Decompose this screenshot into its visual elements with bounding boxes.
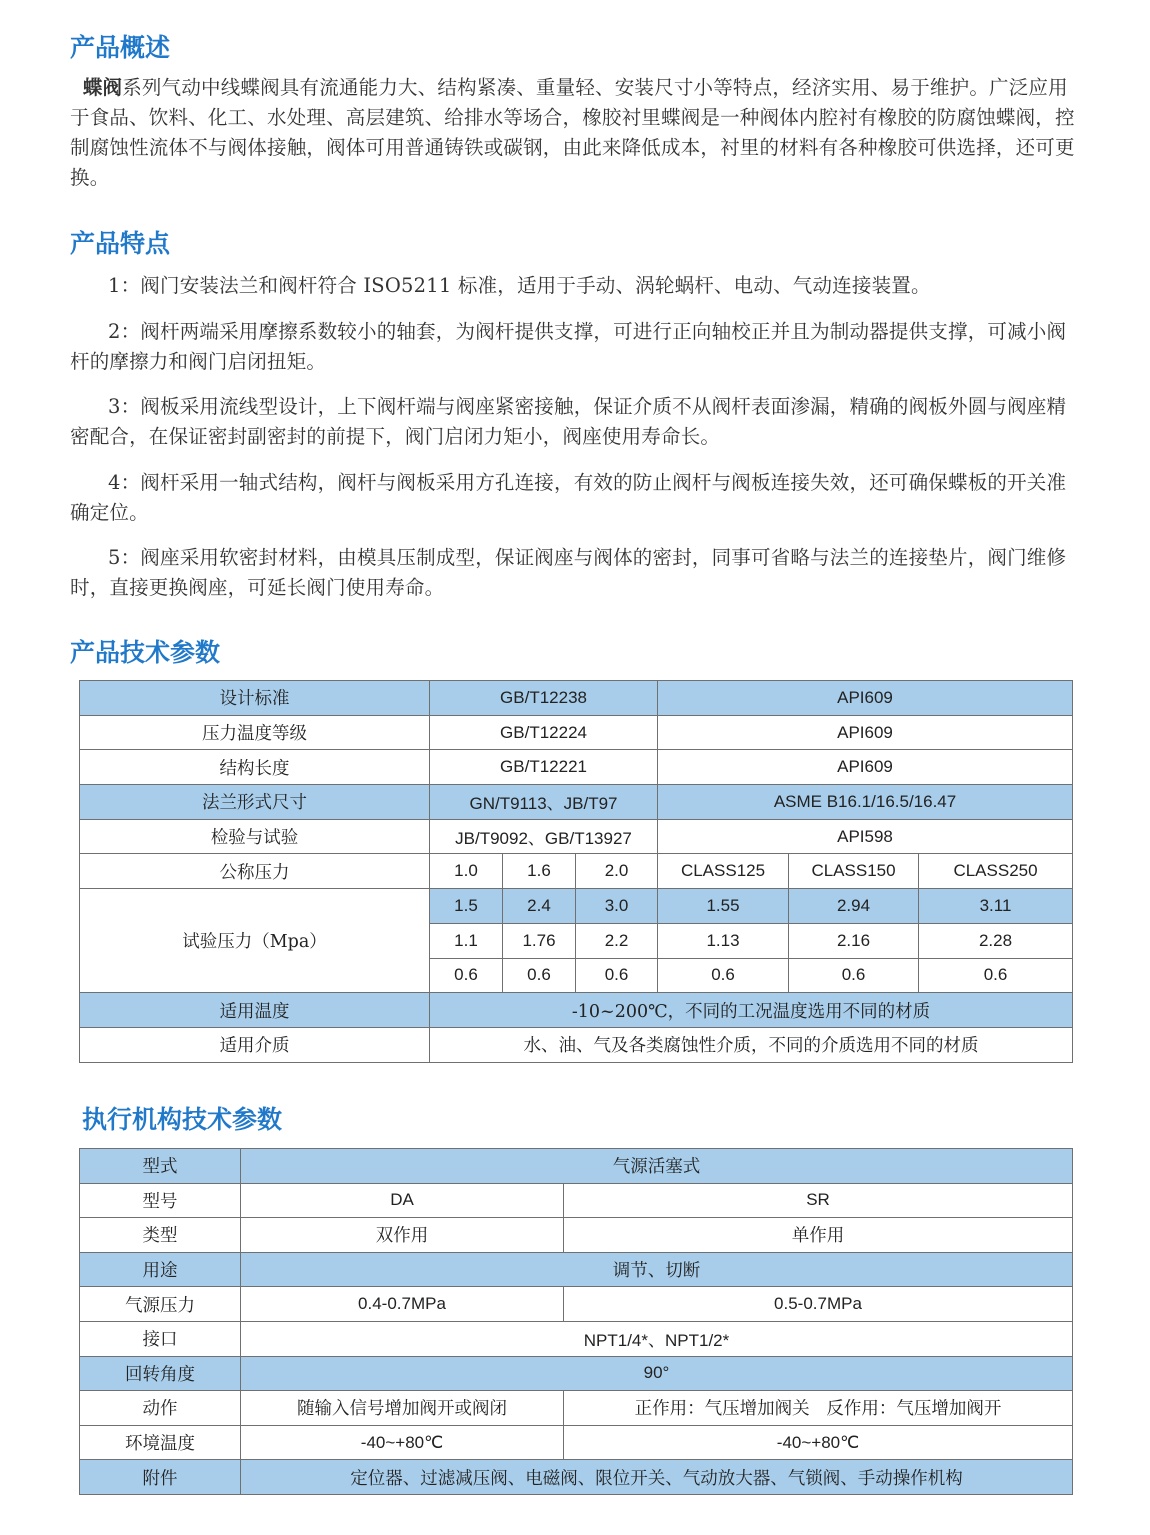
table-cell: 随输入信号增加阀开或阀闭: [241, 1391, 564, 1426]
spec-title: 产品技术参数: [70, 638, 221, 667]
table-cell: 0.6: [430, 958, 503, 993]
table-cell: -40~+80℃: [241, 1425, 564, 1460]
table-cell: GN/T9113、JB/T97: [430, 785, 658, 820]
overview-lead: 蝶阀: [82, 76, 123, 99]
row-label: 适用介质: [80, 1027, 430, 1062]
feature-item-3: 3：阀板采用流线型设计，上下阀杆端与阀座紧密接触，保证介质不从阀杆表面渗漏，精确的阀板外圆与阀座精密配合，在保证密封副密封的前提下，阀门启闭力矩小，阀座使用寿命长。: [70, 395, 1067, 448]
row-label: 检验与试验: [80, 819, 430, 854]
table-row: [80, 1356, 1073, 1391]
table-row: [80, 1149, 1073, 1184]
feature-item-1: 1：阀门安装法兰和阀杆符合 ISO5211 标准，适用于手动、涡轮蜗杆、电动、气动连接装置。: [108, 274, 931, 297]
actuator-title: 执行机构技术参数: [82, 1105, 283, 1134]
row-label: 回转角度: [80, 1356, 241, 1391]
table-row: [80, 1252, 1073, 1287]
table-cell: CLASS150: [789, 854, 919, 889]
row-label: 设计标准: [80, 681, 430, 716]
table-cell: 2.4: [503, 889, 576, 924]
table-row: [80, 715, 1073, 750]
table-row: [80, 1183, 1073, 1218]
table-cell: CLASS250: [919, 854, 1073, 889]
table-row: [80, 1027, 1073, 1062]
table-row: [80, 819, 1073, 854]
spec-table: [79, 680, 1073, 1063]
row-label: 附件: [80, 1460, 241, 1495]
table-cell: 90°: [241, 1356, 1073, 1391]
table-cell: 0.6: [658, 958, 789, 993]
table-cell: 0.6: [919, 958, 1073, 993]
table-cell: 1.1: [430, 923, 503, 958]
table-cell: 1.5: [430, 889, 503, 924]
row-label: 适用温度: [80, 993, 430, 1028]
row-label: 型式: [80, 1149, 241, 1184]
row-label: 结构长度: [80, 750, 430, 785]
table-cell: -40~+80℃: [564, 1425, 1073, 1460]
table-cell: 1.13: [658, 923, 789, 958]
feature-item-5: 5：阀座采用软密封材料，由模具压制成型，保证阀座与阀体的密封，同事可省略与法兰的连接垫片，阀门维修时，直接更换阀座，可延长阀门使用寿命。: [70, 546, 1067, 599]
table-row: [80, 1460, 1073, 1495]
overview-title: 产品概述: [70, 33, 171, 62]
table-cell: API598: [658, 819, 1073, 854]
table-row: [80, 1391, 1073, 1426]
feature-item-4: 4：阀杆采用一轴式结构，阀杆与阀板采用方孔连接，有效的防止阀杆与阀板连接失效，还可确保蝶板的开关准确定位。: [70, 471, 1067, 524]
features-title: 产品特点: [70, 229, 171, 258]
row-label: 型号: [80, 1183, 241, 1218]
overview-paragraph: [70, 73, 1082, 193]
actuator-table: [79, 1148, 1073, 1495]
table-row: [80, 889, 1073, 924]
table-cell: 1.55: [658, 889, 789, 924]
table-row: [80, 750, 1073, 785]
table-cell: 2.94: [789, 889, 919, 924]
table-row: [80, 1425, 1073, 1460]
row-label: 类型: [80, 1218, 241, 1253]
table-cell: 1.76: [503, 923, 576, 958]
table-cell: DA: [241, 1183, 564, 1218]
table-row: [80, 1287, 1073, 1322]
table-row: [80, 1321, 1073, 1356]
table-row: [80, 785, 1073, 820]
overview-text: 系列气动中线蝶阀具有流通能力大、结构紧凑、重量轻、安装尺寸小等特点，经济实用、易于维护。广泛应用于食品、饮料、化工、水处理、高层建筑、给排水等场合，橡胶衬里蝶阀是一种阀体内腔衬有橡胶的防腐蚀蝶阀，控制腐蚀性流体不与阀体接触，阀体可用普通铸铁或碳钢，由此来降低成本，衬里的材料有各种橡胶可供选择，还可更换。: [70, 76, 1075, 189]
row-label: 法兰形式尺寸: [80, 785, 430, 820]
table-cell: 单作用: [564, 1218, 1073, 1253]
table-cell: 2.0: [576, 854, 658, 889]
row-label: 环境温度: [80, 1425, 241, 1460]
table-cell: 正作用：气压增加阀关 反作用：气压增加阀开: [564, 1391, 1073, 1426]
table-cell: GB/T12224: [430, 715, 658, 750]
table-cell: 0.6: [789, 958, 919, 993]
row-label: 接口: [80, 1321, 241, 1356]
table-cell: 2.16: [789, 923, 919, 958]
row-label: 气源压力: [80, 1287, 241, 1322]
table-cell: 0.6: [503, 958, 576, 993]
table-cell: API609: [658, 750, 1073, 785]
table-cell: 定位器、过滤减压阀、电磁阀、限位开关、气动放大器、气锁阀、手动操作机构: [241, 1460, 1073, 1495]
table-row: [80, 1218, 1073, 1253]
feature-item-2: 2：阀杆两端采用摩擦系数较小的轴套，为阀杆提供支撑，可进行正向轴校正并且为制动器提供支撑，可减小阀杆的摩擦力和阀门启闭扭矩。: [70, 320, 1067, 373]
row-label: 公称压力: [80, 854, 430, 889]
table-cell: 2.28: [919, 923, 1073, 958]
table-row: [80, 681, 1073, 716]
row-label: 用途: [80, 1252, 241, 1287]
table-cell: ASME B16.1/16.5/16.47: [658, 785, 1073, 820]
table-cell: 1.0: [430, 854, 503, 889]
row-label: 动作: [80, 1391, 241, 1426]
table-cell: 3.11: [919, 889, 1073, 924]
table-cell: 1.6: [503, 854, 576, 889]
table-cell: 0.4-0.7MPa: [241, 1287, 564, 1322]
table-cell: 气源活塞式: [241, 1149, 1073, 1184]
table-cell: 0.6: [576, 958, 658, 993]
table-cell: JB/T9092、GB/T13927: [430, 819, 658, 854]
table-row: [80, 854, 1073, 889]
table-cell: -10~200℃，不同的工况温度选用不同的材质: [430, 993, 1073, 1028]
table-cell: CLASS125: [658, 854, 789, 889]
table-row: [80, 993, 1073, 1028]
table-cell: 双作用: [241, 1218, 564, 1253]
row-label: 试验压力（Mpa）: [80, 889, 430, 993]
table-cell: API609: [658, 715, 1073, 750]
table-cell: 调节、切断: [241, 1252, 1073, 1287]
table-cell: API609: [658, 681, 1073, 716]
row-label: 压力温度等级: [80, 715, 430, 750]
table-cell: 3.0: [576, 889, 658, 924]
table-cell: GB/T12238: [430, 681, 658, 716]
table-cell: GB/T12221: [430, 750, 658, 785]
table-cell: 2.2: [576, 923, 658, 958]
table-cell: NPT1/4*、NPT1/2*: [241, 1321, 1073, 1356]
table-cell: 水、油、气及各类腐蚀性介质，不同的介质选用不同的材质: [430, 1027, 1073, 1062]
table-cell: 0.5-0.7MPa: [564, 1287, 1073, 1322]
table-cell: SR: [564, 1183, 1073, 1218]
